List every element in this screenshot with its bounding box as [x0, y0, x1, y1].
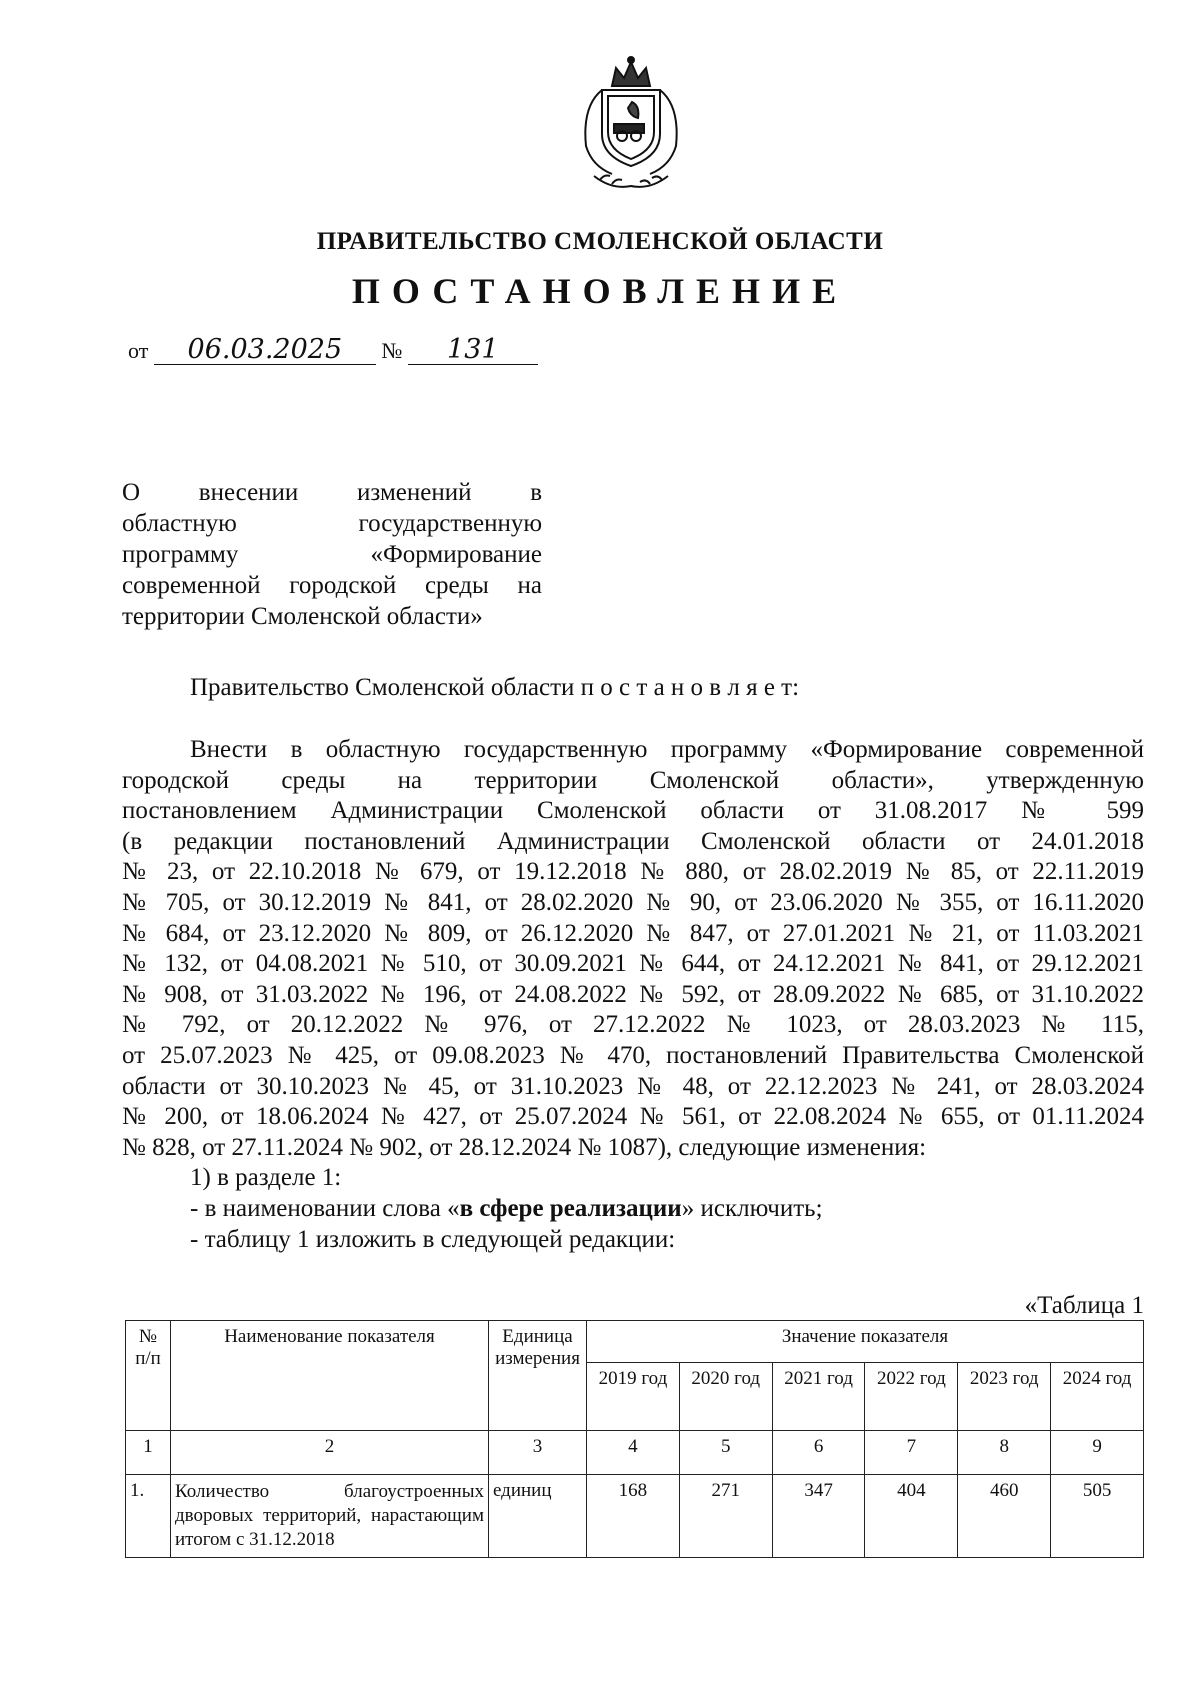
row-unit: единиц: [489, 1475, 587, 1558]
header-num: № п/п: [126, 1321, 171, 1431]
column-number: 7: [865, 1431, 958, 1475]
body-line: Внести в областную государственную программу «Формирование современной: [190, 736, 1144, 763]
body-line: (в редакции постановлений Администрации Смоленской области от 24.01.2018: [122, 827, 1144, 855]
title-line: О внесении изменений в: [122, 479, 542, 506]
body-line: № 684, от 23.12.2020 № 809, от 26.12.2020 № 847, от 27.01.2021 № 21, от 11.03.2021: [122, 919, 1144, 947]
document-date: 06.03.2025: [154, 336, 376, 365]
title-line: современной городской среды на: [122, 572, 542, 599]
indicator-table: [125, 1320, 1144, 1558]
column-number-row: [126, 1431, 1144, 1475]
item-2: - в наименовании слова «в сфере реализации» исключить;: [190, 1194, 823, 1222]
column-number: 9: [1051, 1431, 1144, 1475]
document-title: [122, 477, 542, 632]
body-line: № 828, от 27.11.2024 № 902, от 28.12.2024 № 1087), следующие изменения:: [122, 1133, 927, 1161]
body-line: № 200, от 18.06.2024 № 427, от 25.07.2024 № 561, от 22.08.2024 № 655, от 01.11.2024: [122, 1103, 1144, 1131]
item-2-bold: в сфере реализации: [459, 1194, 682, 1222]
row-value: 347: [772, 1475, 865, 1558]
table-caption: «Таблица 1: [1024, 1292, 1144, 1319]
header-name: Наименование показателя: [171, 1321, 489, 1431]
title-line: областную государственную: [122, 510, 542, 537]
row-indicator-name: Количество благоустроенных дворовых территорий, нарастающим итогом с 31.12.2018: [171, 1475, 489, 1558]
column-number: 8: [958, 1431, 1051, 1475]
header-year: 2020 год: [679, 1363, 772, 1431]
row-value: 404: [865, 1475, 958, 1558]
body-line: постановлением Администрации Смоленской области от 31.08.2017 № 599: [122, 797, 1144, 825]
title-line: программу «Формирование: [122, 541, 542, 568]
column-number: 4: [587, 1431, 680, 1475]
body-line: области от 30.10.2023 № 45, от 31.10.2023 № 48, от 22.12.2023 № 241, от 28.03.2024: [122, 1072, 1144, 1100]
header-year: 2019 год: [587, 1363, 680, 1431]
title-line: территории Смоленской области»: [122, 603, 483, 630]
row-num: 1.: [126, 1475, 171, 1558]
column-number: 2: [171, 1431, 489, 1475]
government-name: ПРАВИТЕЛЬСТВО СМОЛЕНСКОЙ ОБЛАСТИ: [316, 228, 884, 255]
body-text: [122, 735, 1144, 1255]
column-number: 5: [679, 1431, 772, 1475]
row-value: 168: [587, 1475, 680, 1558]
number-prefix: №: [381, 338, 403, 363]
body-line: № 132, от 04.08.2021 № 510, от 30.09.2021 № 644, от 24.12.2021 № 841, от 29.12.2021: [122, 950, 1144, 978]
body-line: № 705, от 30.12.2019 № 841, от 28.02.2020 № 90, от 23.06.2020 № 355, от 16.11.2020: [122, 888, 1144, 916]
row-value: 271: [679, 1475, 772, 1558]
row-value: 460: [958, 1475, 1051, 1558]
body-line: от 25.07.2023 № 425, от 09.08.2023 № 470, постановлений Правительства Смоленской: [122, 1041, 1144, 1069]
body-line: городской среды на территории Смоленской области», утвержденную: [122, 766, 1144, 794]
table-row: [126, 1475, 1144, 1558]
item-3: - таблицу 1 изложить в следующей редакции:: [190, 1225, 676, 1253]
row-value: 505: [1051, 1475, 1144, 1558]
header-values-group: Значение показателя: [587, 1321, 1144, 1363]
column-number: 1: [126, 1431, 171, 1475]
header-unit: Единица измерения: [489, 1321, 587, 1431]
date-prefix: от: [128, 338, 149, 363]
date-number-line: [128, 336, 538, 365]
header-year: 2022 год: [865, 1363, 958, 1431]
document-number: 131: [408, 336, 538, 365]
body-line: № 908, от 31.03.2022 № 196, от 24.08.2022 № 592, от 28.09.2022 № 685, от 31.10.2022: [122, 980, 1144, 1008]
body-line: № 792, от 20.12.2022 № 976, от 27.12.2022 № 1023, от 28.03.2023 № 115,: [122, 1011, 1144, 1039]
header-year: 2024 год: [1051, 1363, 1144, 1431]
resolves-line: Правительство Смоленской области п о с т а н о в л я е т:: [190, 674, 800, 701]
smolensk-coat-of-arms-icon: [572, 56, 690, 194]
column-number: 6: [772, 1431, 865, 1475]
body-line: № 23, от 22.10.2018 № 679, от 19.12.2018 № 880, от 28.02.2019 № 85, от 22.11.2019: [122, 858, 1144, 886]
document-type: ПОСТАНОВЛЕНИЕ: [351, 271, 849, 311]
column-number: 3: [489, 1431, 587, 1475]
item-1: 1) в разделе 1:: [190, 1164, 342, 1192]
header-year: 2021 год: [772, 1363, 865, 1431]
header-year: 2023 год: [958, 1363, 1051, 1431]
